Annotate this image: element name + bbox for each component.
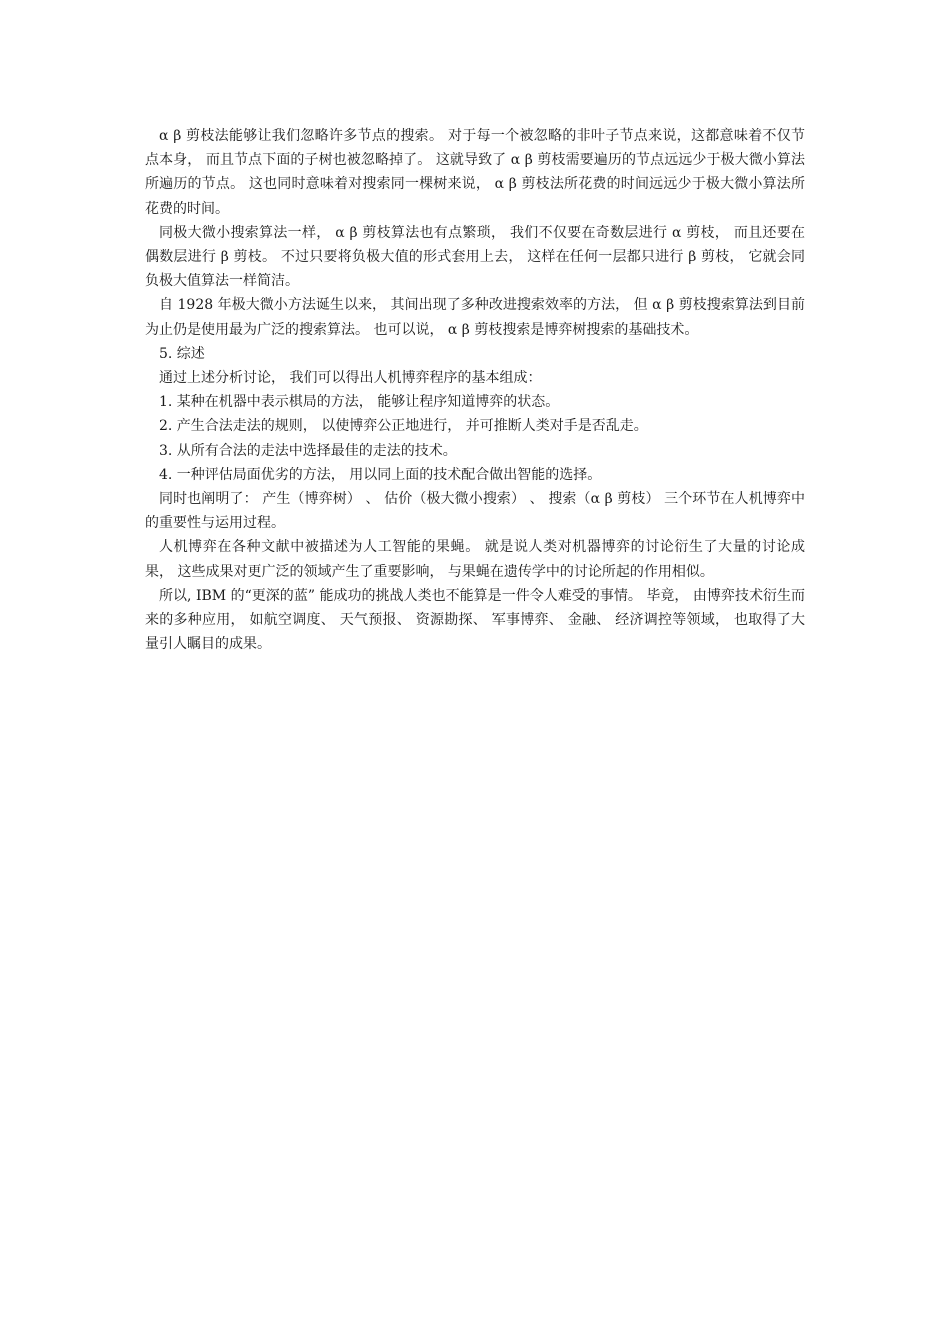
paragraph-alpha-beta-intro: α β 剪枝法能够让我们忽略许多节点的搜索。 对于每一个被忽略的非叶子节点来说，这都意味着不仅节点本身， 而且节点下面的子树也被忽略掉了。 这就导致了 α β 剪枝需要遍历的节点远远少于极大微小算法所遍历的节点。 这也同时意味着对搜索同一棵树来说， α β 剪枝法所花费的时间远远少于极大微小算法所花费的时间。 (145, 128, 805, 217)
paragraph-deep-blue: 所以, IBM 的“更深的蓝” 能成功的挑战人类也不能算是一件令人难受的事情。 毕竟， 由博弈技术衍生而来的多种应用， 如航空调度、 天气预报、 资源勘探、 军事博弈、 金融、 经济调控等领域， 也取得了大量引人瞩目的成果。 (145, 587, 805, 653)
paragraph-history: 自 1928 年极大微小方法诞生以来， 其间出现了多种改进搜索效率的方法， 但 α β 剪枝搜索算法到目前为止仍是使用最为广泛的搜索算法。 也可以说， α β 剪枝搜索是博弈树搜索的基础技术。 (145, 297, 805, 338)
paragraph-fruit-fly: 人机博弈在各种文献中被描述为人工智能的果蝇。 就是说人类对机器博弈的讨论衍生了大量的讨论成果， 这些成果对更广泛的领域产生了重要影响， 与果蝇在遗传学中的讨论所起的作用相似。 (145, 539, 805, 580)
list-item-1: 1. 某种在机器中表示棋局的方法， 能够让程序知道博弈的状态。 (159, 394, 560, 411)
document-page (145, 124, 805, 656)
list-item-2: 2. 产生合法走法的规则， 以使博弈公正地进行， 并可推断人类对手是否乱走。 (159, 418, 648, 435)
paragraph-three-stages: 同时也阐明了： 产生（博弈树） 、 估价（极大微小搜索） 、 搜索（α β 剪枝） 三个环节在人机博弈中的重要性与运用过程。 (145, 491, 805, 532)
paragraph-summary-intro: 通过上述分析讨论， 我们可以得出人机博弈程序的基本组成： (159, 370, 542, 387)
list-item-4: 4. 一种评估局面优劣的方法， 用以同上面的技术配合做出智能的选择。 (159, 466, 602, 483)
list-item-3: 3. 从所有合法的走法中选择最佳的走法的技术。 (159, 442, 457, 459)
paragraph-alpha-beta-complexity: 同极大微小搜索算法一样， α β 剪枝算法也有点繁琐， 我们不仅要在奇数层进行 α 剪枝， 而且还要在偶数层进行 β 剪枝。 不过只要将负极大值的形式套用上去， 这样在任何一层都只进行 β 剪枝， 它就会同负极大值算法一样简洁。 (145, 224, 805, 290)
section-heading-summary: 5. 综述 (159, 345, 205, 362)
